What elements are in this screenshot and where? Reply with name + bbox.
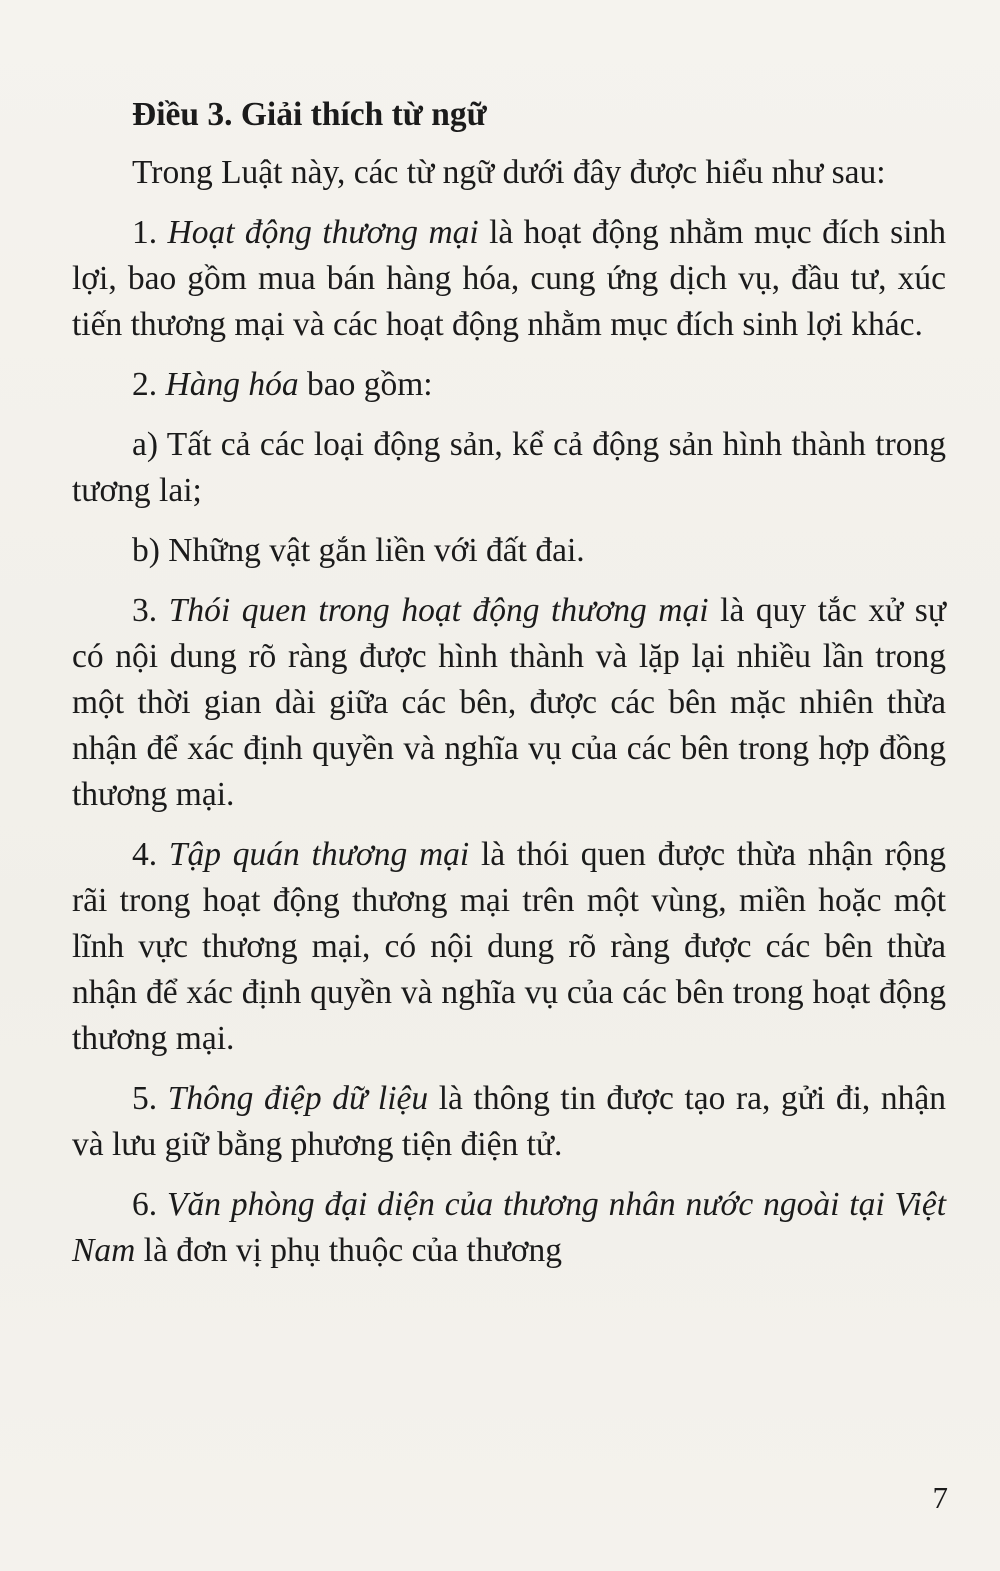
definition-text: bao gồm: xyxy=(298,366,433,403)
defined-term: Hoạt động thương mại xyxy=(167,214,479,251)
body-text xyxy=(72,92,946,1288)
definition-1 xyxy=(72,210,946,348)
page-number: 7 xyxy=(932,1480,948,1515)
defined-term: Thông điệp dữ liệu xyxy=(167,1080,429,1117)
definition-2 xyxy=(72,362,946,408)
item-number: 6. xyxy=(132,1186,158,1223)
definition-4 xyxy=(72,832,946,1062)
definition-6 xyxy=(72,1182,946,1274)
defined-term: Thói quen trong hoạt động thương mại xyxy=(168,592,709,629)
definition-text: là thói quen được thừa nhận rộng rãi trong hoạt động thương mại trên một vùng, miền hoặc một lĩnh vực thương mại, có nội dung rõ ràng được các bên thừa nhận để xác định quyền và nghĩa vụ của các bên trong hoạt động thương mại. xyxy=(72,836,947,1057)
item-number: 5. xyxy=(132,1080,158,1117)
definition-text: là thông tin được tạo ra, gửi đi, nhận và lưu giữ bằng phương tiện điện tử. xyxy=(72,1080,947,1163)
definition-text: là hoạt động nhằm mục đích sinh lợi, bao gồm mua bán hàng hóa, cung ứng dịch vụ, đầu tư, xúc tiến thương mại và các hoạt động nhằm mục đích sinh lợi khác. xyxy=(72,214,946,343)
item-number: 2. xyxy=(132,366,158,403)
subitem-a: a) Tất cả các loại động sản, kể cả động sản hình thành trong tương lai; xyxy=(72,426,946,509)
definition-3 xyxy=(72,588,946,818)
item-number: 3. xyxy=(132,592,158,629)
definition-5 xyxy=(72,1076,946,1168)
defined-term: Tập quán thương mại xyxy=(168,836,470,873)
article-heading: Điều 3. Giải thích từ ngữ xyxy=(132,96,487,133)
defined-term: Hàng hóa xyxy=(165,366,299,403)
item-number: 4. xyxy=(132,836,158,873)
intro-paragraph: Trong Luật này, các từ ngữ dưới đây được hiểu như sau: xyxy=(132,154,886,191)
defined-term: Văn phòng đại diện của thương nhân nước ngoài tại Việt Nam xyxy=(72,1186,946,1269)
definition-text: là đơn vị phụ thuộc của thương xyxy=(135,1232,562,1269)
subitem-b: b) Những vật gắn liền với đất đai. xyxy=(132,532,585,569)
item-number: 1. xyxy=(132,214,158,251)
definition-text: là quy tắc xử sự có nội dung rõ ràng được hình thành và lặp lại nhiều lần trong một thời gian dài giữa các bên, được các bên mặc nhiên thừa nhận để xác định quyền và nghĩa vụ của các bên trong hợp đồng thương mại. xyxy=(72,592,946,813)
